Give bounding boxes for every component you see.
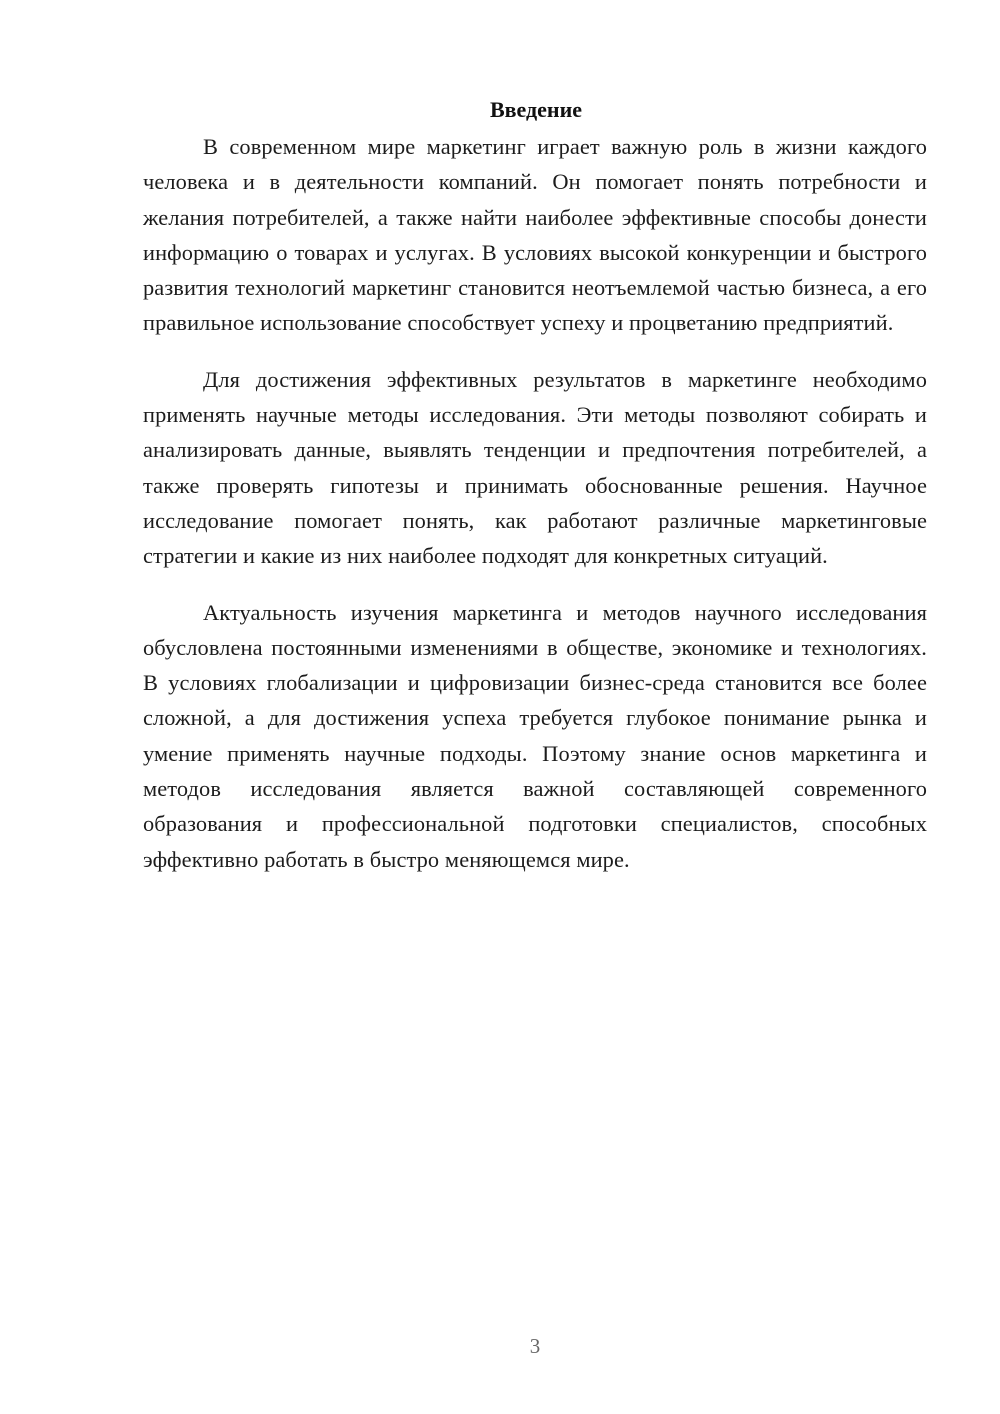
section-title: Введение	[489, 97, 583, 122]
page-number: 3	[529, 1334, 541, 1358]
paragraph-2: Для достижения эффективных результатов в маркетинге необходимо применять научные методы исследования. Эти методы позволяют собирать и анализировать данные, выявлять тенденции и предпочтения потребителей, а также проверять гипотезы и принимать обоснованные решения. Научное исследование помогает понять, как работают различные маркетинговые стратегии и какие из них наиболее подходят для конкретных ситуаций.	[143, 366, 927, 569]
paragraph-3: Актуальность изучения маркетинга и методов научного исследования обусловлена постоянными изменениями в обществе, экономике и технологиях. В условиях глобализации и цифровизации бизнес-среда становится все более сложной, а для достижения успеха требуется глубокое понимание рынка и умение применять научные подходы. Поэтому знание основ маркетинга и методов исследования является важной составляющей современного образования и профессиональной подготовки специалистов, способных эффективно работать в быстро меняющемся мире.	[143, 599, 927, 872]
paragraph-1: В современном мире маркетинг играет важную роль в жизни каждого человека и в деятельности компаний. Он помогает понять потребности и желания потребителей, а также найти наиболее эффективные способы донести информацию о товарах и услугах. В условиях высокой конкуренции и быстрого развития технологий маркетинг становится неотъемлемой частью бизнеса, а его правильное использование способствует успеху и процветанию предприятий.	[143, 134, 927, 336]
page-content	[143, 94, 927, 898]
